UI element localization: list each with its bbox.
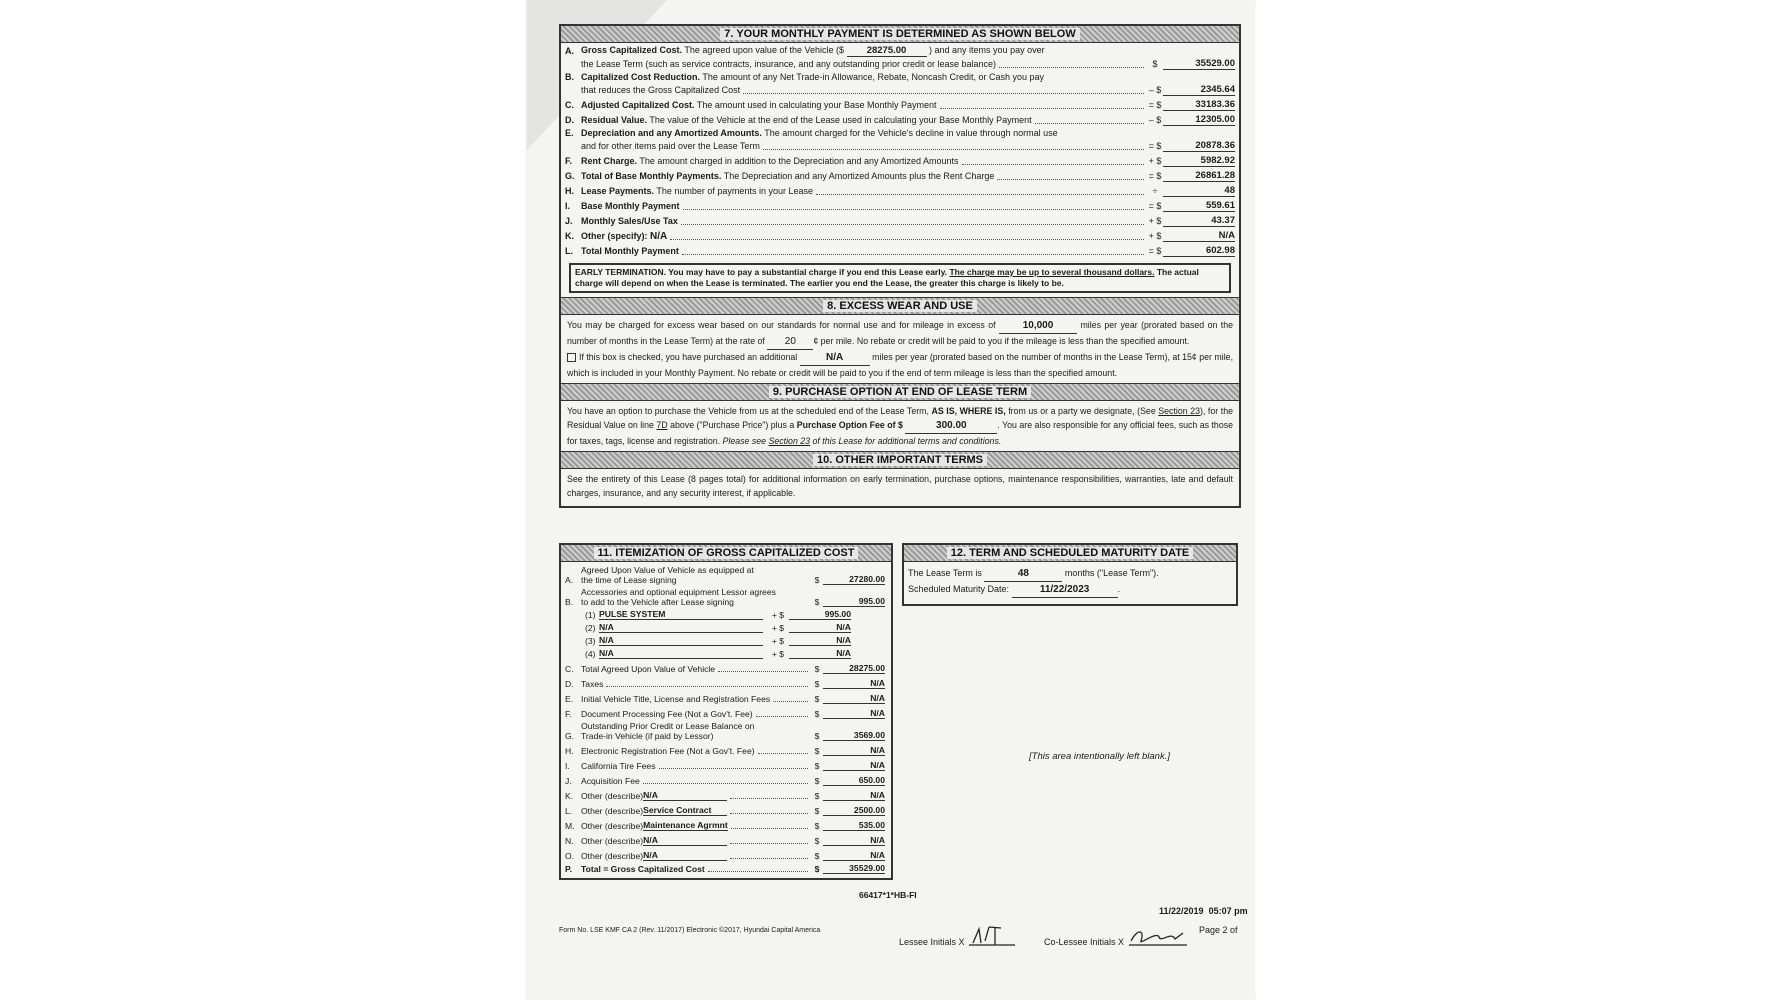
co-lessee-initials-signature: [1127, 925, 1197, 947]
row-letter: A.: [565, 46, 574, 56]
payment-rows: [561, 43, 1239, 257]
maturity-date: 11/22/2023: [1012, 582, 1118, 598]
item-label: Other (describe): [581, 821, 644, 831]
row-amount: 26861.28: [1163, 170, 1235, 182]
row-label: Depreciation and any Amortized Amounts.: [581, 128, 762, 138]
accessory-item: (2) N/A + $ N/A: [585, 622, 851, 633]
row-text: The value of the Vehicle at the end of the Lease used in calculating your Base Monthly Payment: [649, 115, 1032, 125]
page-number: Page 2 of: [1199, 925, 1238, 935]
payment-row: [561, 227, 1239, 242]
item-a: A. Agreed Upon Value of Vehicle as equipped at the time of Lease signing $ 27280.00: [565, 565, 885, 585]
item-letter: E.: [565, 694, 574, 704]
row-label: Rent Charge.: [581, 156, 638, 166]
row-amount: 35529.00: [1163, 58, 1235, 70]
row-text-line2: the Lease Term (such as service contracts, insurance, and any outstanding prior credit or lease balance): [581, 59, 997, 69]
row-amount: 33183.36: [1163, 99, 1235, 111]
itemized-list-2: [561, 741, 891, 861]
item-description: N/A: [643, 790, 727, 801]
row-operator: + $: [1148, 231, 1162, 241]
item-letter: D.: [565, 679, 574, 689]
itemized-row: K. Other (describe) N/A $ N/A: [565, 790, 885, 801]
item-amount: N/A: [823, 760, 885, 771]
payment-row: [561, 83, 1239, 96]
itemized-row: F. Document Processing Fee (Not a Gov't. Fee) $ N/A: [565, 708, 885, 719]
item-amount: N/A: [823, 678, 885, 689]
payment-row: [561, 197, 1239, 212]
item-letter: L.: [565, 806, 573, 816]
row-letter: L.: [565, 246, 573, 256]
item-letter: C.: [565, 664, 574, 674]
item-letter: F.: [565, 709, 572, 719]
item-amount: N/A: [823, 745, 885, 756]
item-amount: 2500.00: [823, 805, 885, 816]
row-label: Total of Base Monthly Payments.: [581, 171, 722, 181]
item-letter: H.: [565, 746, 574, 756]
row-text: The amount used in calculating your Base Monthly Payment: [696, 100, 937, 110]
row-text-line2: and for other items paid over the Lease Term: [581, 141, 760, 151]
accessory-list: [561, 607, 891, 659]
signed-timestamp: 11/22/2019 05:07 pm: [1159, 906, 1248, 916]
row-operator: + $: [1148, 156, 1162, 166]
row-label: Total Monthly Payment: [581, 246, 679, 256]
payment-row: [561, 242, 1239, 257]
document-page: [527, 0, 1254, 1000]
row-amount: 5982.92: [1163, 155, 1235, 167]
row-amount: 2345.64: [1163, 84, 1235, 96]
item-label: Taxes: [581, 679, 604, 689]
row-operator: $: [1152, 59, 1158, 69]
payment-row: [561, 182, 1239, 197]
accessory-label: N/A: [599, 648, 763, 659]
row-letter: F.: [565, 156, 573, 166]
accessory-amount: N/A: [789, 622, 851, 633]
itemized-row: L. Other (describe) Service Contract $ 2500.00: [565, 805, 885, 816]
itemized-row: H. Electronic Registration Fee (Not a Gov't. Fee) $ N/A: [565, 745, 885, 756]
accessory-amount: 995.00: [789, 609, 851, 620]
blank-area-note: [This area intentionally left blank.]: [1029, 751, 1170, 762]
purchase-option-text: You have an option to purchase the Vehicle from us at the scheduled end of the Lease Term, AS IS, WHERE IS, from us or a party we designate, (See Section 23), for the Residual Value on line 7D above ("Purchase Price") plus a Purchase Option Fee of $ 300.00 . You are also responsible for any official fees, such as those for taxes, tags, license and registration. Please see Section 23 of this Lease for additional terms and conditions.: [567, 406, 1234, 446]
payment-row-line: [561, 126, 1239, 139]
row-text: The amount charged for the Vehicle's decline in value through normal use: [764, 128, 1058, 138]
row-text: The agreed upon value of the Vehicle ($: [684, 45, 844, 55]
excess-wear-text: You may be charged for excess wear based on our standards for normal use and for mileage in excess of 10,000 miles per year (prorated based on the number of months in the Lease Term) at the rate of 20 ¢ per mile. No rebate or credit will be paid to you if the mileage is less than the specified amount. If this box is checked, you have purchased an additional N/A miles per year (prorated based on the number of months in the Lease Term), at 15¢ per mile, which is included in your Monthly Payment. No rebate or credit will be paid to you if the end of term mileage is less than the specified amount.: [567, 320, 1234, 378]
section-8-title: 8. EXCESS WEAR AND USE: [561, 297, 1239, 315]
item-label: Document Processing Fee (Not a Gov't. Fee): [581, 709, 753, 719]
row-text: The Depreciation and any Amortized Amounts plus the Rent Charge: [723, 171, 995, 181]
item-letter: J.: [565, 776, 572, 786]
item-g: G. Outstanding Prior Credit or Lease Balance on Trade-in Vehicle (if paid by Lessor) $ 3569.00: [565, 721, 885, 741]
row-amount: 559.61: [1163, 200, 1235, 212]
row-letter: E.: [565, 128, 574, 138]
row-label: Gross Capitalized Cost.: [581, 45, 683, 55]
row-letter: G.: [565, 171, 575, 181]
row-label: Lease Payments.: [581, 186, 655, 196]
item-label: Other (describe): [581, 851, 644, 861]
row-label: Capitalized Cost Reduction.: [581, 72, 701, 82]
row-letter: K.: [565, 231, 574, 241]
section-7-title: 7. YOUR MONTHLY PAYMENT IS DETERMINED AS SHOWN BELOW: [561, 26, 1239, 43]
row-operator: = $: [1148, 201, 1162, 211]
form-number: Form No. LSE KMF CA 2 (Rev. 11/2017) Electronic ©2017, Hyundai Capital America: [559, 927, 821, 934]
row-text: The amount charged in addition to the Depreciation and any Amortized Amounts: [639, 156, 959, 166]
row-text: The number of payments in your Lease: [656, 186, 813, 196]
lessee-initials-signature: [967, 925, 1017, 947]
row-operator: – $: [1148, 85, 1162, 95]
payment-row: [561, 111, 1239, 126]
row-text: N/A: [650, 231, 668, 242]
row-amount: N/A: [1163, 230, 1235, 242]
item-label: Electronic Registration Fee (Not a Gov't. Fee): [581, 746, 755, 756]
item-description: Service Contract: [643, 805, 727, 816]
row-operator: – $: [1148, 115, 1162, 125]
row-operator: ÷: [1152, 186, 1158, 196]
payment-row: [561, 152, 1239, 167]
row-letter: I.: [565, 201, 571, 211]
excess-rate: 20: [767, 335, 813, 350]
item-b: B. Accessories and optional equipment Lessor agrees to add to the Vehicle after Lease signing $ 995.00: [565, 587, 885, 607]
section-12-title: 12. TERM AND SCHEDULED MATURITY DATE: [904, 545, 1236, 562]
accessory-item: (4) N/A + $ N/A: [585, 648, 851, 659]
accessory-number: (1): [585, 610, 596, 620]
row-amount: 43.37: [1163, 215, 1235, 227]
payment-row-line: [561, 43, 1239, 57]
lessee-initials: Lessee Initials X: [899, 925, 1017, 947]
purchase-option-fee: 300.00: [905, 419, 997, 434]
accessory-number: (4): [585, 649, 596, 659]
itemized-list-1: [561, 659, 891, 719]
row-text: The amount of any Net Trade-in Allowance, Rebate, Noncash Credit, or Cash you pay: [702, 72, 1045, 82]
row-operator: = $: [1148, 100, 1162, 110]
mileage-limit: 10,000: [999, 319, 1077, 334]
item-description: Maintenance Agrmnt: [643, 820, 728, 830]
item-amount: 535.00: [823, 820, 885, 831]
item-letter: N.: [565, 836, 574, 846]
accessory-amount: N/A: [789, 648, 851, 659]
row-operator: = $: [1148, 141, 1162, 151]
section-11-title: 11. ITEMIZATION OF GROSS CAPITALIZED COST: [561, 545, 891, 562]
section-7: [559, 24, 1241, 508]
row-letter: B.: [565, 72, 574, 82]
item-label: Other (describe): [581, 791, 644, 801]
itemized-row: M. Other (describe) Maintenance Agrmnt $ 535.00: [565, 820, 885, 831]
payment-row: [561, 139, 1239, 152]
payment-row-line: [561, 70, 1239, 83]
section-10-title: 10. OTHER IMPORTANT TERMS: [561, 451, 1239, 469]
accessory-amount: N/A: [789, 635, 851, 646]
item-amount: N/A: [823, 835, 885, 846]
early-termination-notice: EARLY TERMINATION. You may have to pay a substantial charge if you end this Lease early. The charge may be up to several thousand dollars. The actual charge will depend on when the Lease is terminated. The earlier you end the Lease, the greater this charge is likely to be.: [569, 263, 1231, 293]
payment-row: [561, 167, 1239, 182]
itemized-row: N. Other (describe) N/A $ N/A: [565, 835, 885, 846]
row-label: Monthly Sales/Use Tax: [581, 216, 678, 226]
item-label: Initial Vehicle Title, License and Registration Fees: [581, 694, 771, 704]
accessory-item: (3) N/A + $ N/A: [585, 635, 851, 646]
section-11: [559, 543, 893, 880]
term-details: The Lease Term is 48 months ("Lease Term"). Scheduled Maturity Date: 11/22/2023 .: [904, 562, 1236, 604]
row-amount: 12305.00: [1163, 114, 1235, 126]
co-lessee-initials: Co-Lessee Initials X: [1044, 925, 1197, 947]
item-letter: I.: [565, 761, 570, 771]
accessory-label: PULSE SYSTEM: [599, 609, 763, 620]
itemized-row: C. Total Agreed Upon Value of Vehicle $ 28275.00: [565, 663, 885, 674]
row-label: Base Monthly Payment: [581, 201, 680, 211]
row-amount: 20878.36: [1163, 140, 1235, 152]
row-fill: 28275.00: [847, 45, 927, 57]
row-letter: C.: [565, 100, 574, 110]
item-letter: K.: [565, 791, 574, 801]
itemized-row: E. Initial Vehicle Title, License and Registration Fees $ N/A: [565, 693, 885, 704]
section-12: [902, 543, 1238, 606]
row-letter: J.: [565, 216, 573, 226]
payment-row: [561, 212, 1239, 227]
doc-code: 66417*1*HB-FI: [859, 890, 917, 900]
item-amount: N/A: [823, 708, 885, 719]
additional-miles-checkbox[interactable]: [567, 353, 576, 362]
item-amount: 650.00: [823, 775, 885, 786]
item-letter: O.: [565, 851, 575, 861]
row-letter: D.: [565, 115, 574, 125]
lease-term: 48: [984, 566, 1062, 582]
item-amount: N/A: [823, 790, 885, 801]
item-label: California Tire Fees: [581, 761, 656, 771]
additional-miles: N/A: [800, 351, 870, 366]
item-amount: N/A: [823, 850, 885, 861]
item-label: Other (describe): [581, 806, 644, 816]
row-label: Other (specify):: [581, 231, 648, 241]
accessory-number: (3): [585, 636, 596, 646]
accessory-item: (1) PULSE SYSTEM + $ 995.00: [585, 609, 851, 620]
row-letter: H.: [565, 186, 574, 196]
row-label: Adjusted Capitalized Cost.: [581, 100, 695, 110]
item-description: N/A: [643, 835, 727, 846]
payment-row: [561, 57, 1239, 70]
itemized-row: O. Other (describe) N/A $ N/A: [565, 850, 885, 861]
item-amount: N/A: [823, 693, 885, 704]
itemized-row: I. California Tire Fees $ N/A: [565, 760, 885, 771]
row-text-2: ) and any items you pay over: [929, 45, 1045, 55]
row-label: Residual Value.: [581, 115, 648, 125]
row-operator: = $: [1148, 246, 1162, 256]
row-text-line2: that reduces the Gross Capitalized Cost: [581, 85, 741, 95]
item-label: Other (describe): [581, 836, 644, 846]
item-label: Acquisition Fee: [581, 776, 640, 786]
other-terms-text: See the entirety of this Lease (8 pages total) for additional information on early termination, purchase options, maintenance responsibilities, warranties, late and default charges, insurance, and any security interest, if applicable.: [567, 474, 1233, 498]
row-amount: 48: [1163, 185, 1235, 197]
row-operator: = $: [1148, 171, 1162, 181]
item-letter: M.: [565, 821, 575, 831]
item-p: P. Total = Gross Capitalized Cost $ 35529.00: [565, 863, 885, 874]
row-amount: 602.98: [1163, 245, 1235, 257]
itemized-row: D. Taxes $ N/A: [565, 678, 885, 689]
itemized-row: J. Acquisition Fee $ 650.00: [565, 775, 885, 786]
section-9-title: 9. PURCHASE OPTION AT END OF LEASE TERM: [561, 383, 1239, 401]
disclosure-box: [559, 24, 1241, 508]
row-operator: + $: [1148, 216, 1162, 226]
item-amount: 28275.00: [823, 663, 885, 674]
payment-row: [561, 96, 1239, 111]
accessory-number: (2): [585, 623, 596, 633]
item-label: Total Agreed Upon Value of Vehicle: [581, 664, 716, 674]
accessory-label: N/A: [599, 635, 763, 646]
accessory-label: N/A: [599, 622, 763, 633]
item-description: N/A: [643, 850, 727, 861]
